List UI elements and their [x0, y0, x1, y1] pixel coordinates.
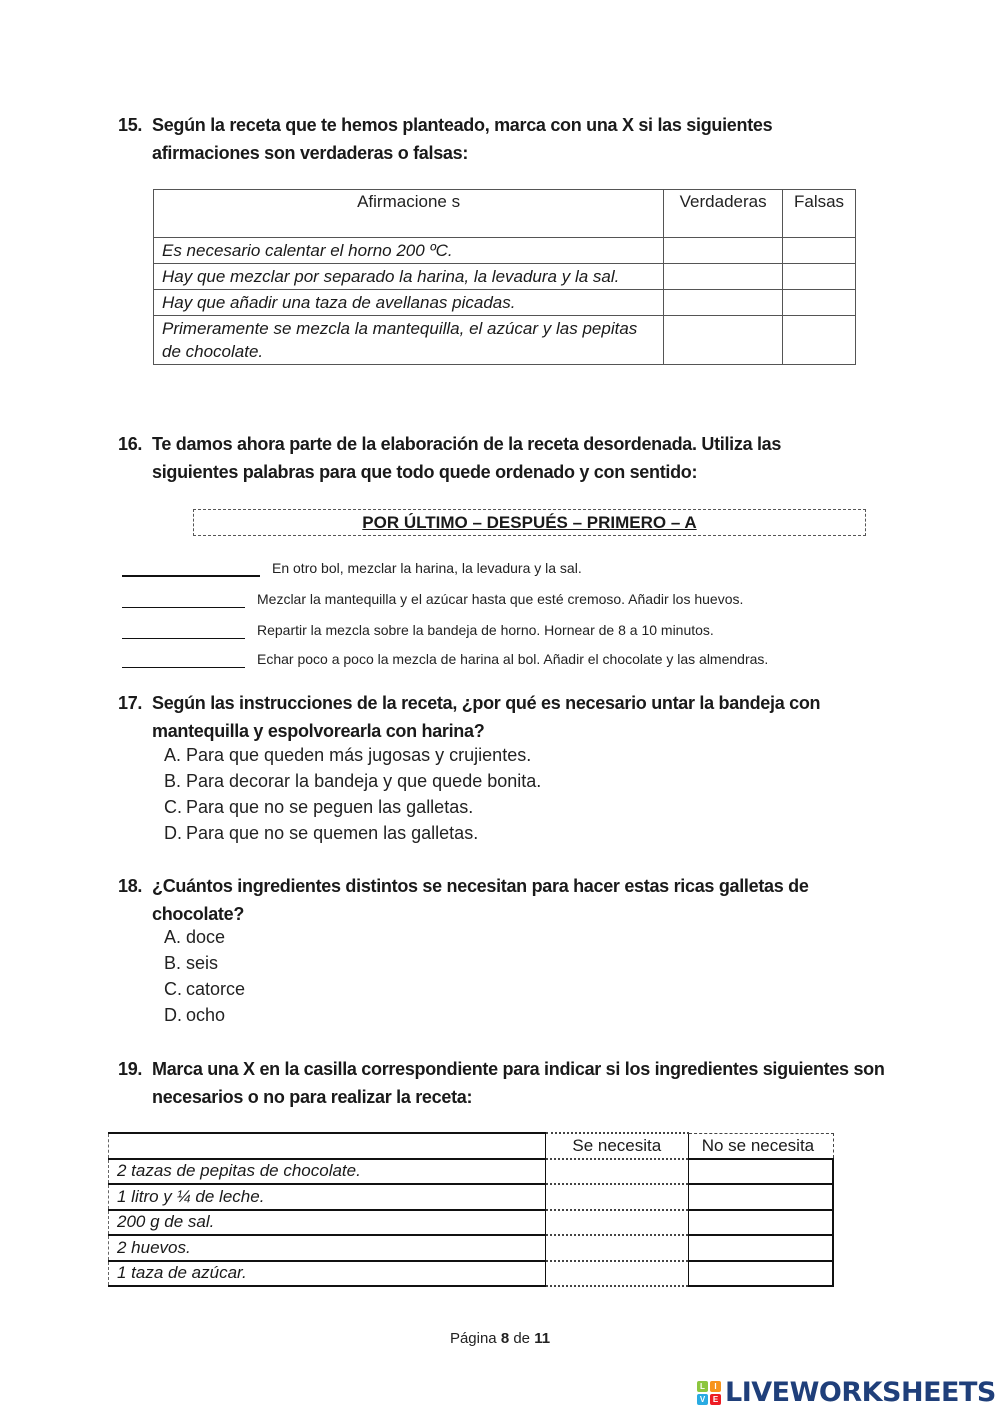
option-text: Para que no se peguen las galletas. — [186, 797, 474, 817]
option-b[interactable] — [164, 950, 245, 976]
question-text: Según la receta que te hemos planteado, marca con una X si las siguientes afirmaciones son verdaderas o falsas: — [152, 115, 773, 163]
page-total: 11 — [534, 1330, 551, 1347]
option-letter: C. — [164, 979, 182, 999]
step-blank-input[interactable] — [122, 561, 260, 577]
header-true: Verdaderas — [664, 190, 783, 238]
statement-cell: Es necesario calentar el horno 200 ºC. — [154, 238, 664, 264]
statement-cell: Primeramente se mezcla la mantequilla, el azúcar y las pepitas de chocolate. — [154, 316, 664, 365]
grid-letter-i: I — [710, 1381, 721, 1392]
question-number: 18. — [118, 876, 143, 896]
table-row — [154, 290, 856, 316]
true-answer-cell[interactable] — [664, 264, 783, 290]
option-b[interactable] — [164, 768, 541, 794]
option-d[interactable] — [164, 1002, 245, 1028]
ingredient-cell: 2 tazas de pepitas de chocolate. — [109, 1159, 546, 1185]
table-row — [154, 238, 856, 264]
page-footer — [0, 1330, 1000, 1347]
order-step — [122, 559, 582, 577]
grid-letter-l: L — [697, 1381, 708, 1392]
question-text: Marca una X en la casilla correspondiente para indicar si los ingredientes siguientes son necesarios o no para realizar la receta: — [152, 1059, 885, 1107]
question-number: 15. — [118, 115, 143, 135]
true-answer-cell[interactable] — [664, 238, 783, 264]
page-current: 8 — [500, 1330, 510, 1347]
option-letter: C. — [164, 797, 182, 817]
option-c[interactable] — [164, 794, 541, 820]
ingredient-cell: 200 g de sal. — [109, 1210, 546, 1236]
option-a[interactable] — [164, 742, 541, 768]
brand-name: LIVEWORKSHEETS — [725, 1377, 996, 1408]
step-text: Echar poco a poco la mezcla de harina al bol. Añadir el chocolate y las almendras. — [257, 651, 769, 667]
ingredient-cell: 2 huevos. — [109, 1235, 546, 1261]
header-needed: Se necesita — [545, 1133, 688, 1159]
question-19 — [118, 1055, 918, 1111]
page-of: de — [513, 1330, 531, 1347]
false-answer-cell[interactable] — [783, 264, 856, 290]
step-text: Repartir la mezcla sobre la bandeja de horno. Hornear de 8 a 10 minutos. — [257, 622, 714, 638]
option-letter: A. — [164, 745, 182, 765]
option-c[interactable] — [164, 976, 245, 1002]
option-text: Para decorar la bandeja y que quede bonita. — [186, 771, 542, 791]
live-grid-icon — [697, 1381, 721, 1405]
option-text: doce — [186, 927, 226, 947]
liveworksheets-logo — [697, 1378, 996, 1408]
table-row — [109, 1184, 834, 1210]
option-text: catorce — [186, 979, 246, 999]
step-blank-input[interactable] — [122, 623, 245, 639]
table-row — [154, 316, 856, 365]
option-letter: A. — [164, 927, 182, 947]
option-d[interactable] — [164, 820, 541, 846]
ingredient-cell: 1 taza de azúcar. — [109, 1261, 546, 1287]
page-label: Página — [449, 1330, 497, 1347]
step-blank-input[interactable] — [122, 652, 245, 668]
option-text: Para que queden más jugosas y crujientes. — [186, 745, 532, 765]
option-a[interactable] — [164, 924, 245, 950]
option-letter: D. — [164, 823, 182, 843]
question-17 — [118, 689, 888, 745]
word-bank: POR ÚLTIMO – DESPUÉS – PRIMERO – A — [193, 509, 866, 536]
table-row — [154, 264, 856, 290]
header-statements: Afirmacione s — [154, 190, 664, 238]
table-row — [109, 1235, 834, 1261]
table-header-row — [154, 190, 856, 238]
option-letter: B. — [164, 953, 182, 973]
table-row — [109, 1261, 834, 1287]
not-needed-answer-cell[interactable] — [688, 1210, 833, 1236]
table-header-row — [109, 1133, 834, 1159]
step-blank-input[interactable] — [122, 592, 245, 608]
step-text: Mezclar la mantequilla y el azúcar hasta que esté cremoso. Añadir los huevos. — [257, 591, 744, 607]
needed-answer-cell[interactable] — [545, 1184, 688, 1210]
grid-letter-v: V — [697, 1394, 708, 1405]
needed-answer-cell[interactable] — [545, 1159, 688, 1185]
table-row — [109, 1210, 834, 1236]
false-answer-cell[interactable] — [783, 290, 856, 316]
header-ingredient — [109, 1133, 546, 1159]
option-letter: B. — [164, 771, 182, 791]
question-number: 16. — [118, 434, 143, 454]
q18-options — [164, 924, 245, 1028]
question-number: 19. — [118, 1059, 143, 1079]
order-step — [122, 590, 743, 608]
false-answer-cell[interactable] — [783, 238, 856, 264]
grid-letter-e: E — [710, 1394, 721, 1405]
false-answer-cell[interactable] — [783, 316, 856, 365]
question-16 — [118, 430, 838, 486]
order-step — [122, 650, 768, 668]
table-row — [109, 1159, 834, 1185]
not-needed-answer-cell[interactable] — [688, 1261, 833, 1287]
question-15 — [118, 111, 838, 167]
step-text: En otro bol, mezclar la harina, la levadura y la sal. — [272, 560, 582, 576]
header-false: Falsas — [783, 190, 856, 238]
option-letter: D. — [164, 1005, 182, 1025]
order-step — [122, 621, 714, 639]
question-text: ¿Cuántos ingredientes distintos se necesitan para hacer estas ricas galletas de chocolate? — [152, 876, 809, 924]
q17-options — [164, 742, 541, 846]
needed-answer-cell[interactable] — [545, 1210, 688, 1236]
not-needed-answer-cell[interactable] — [688, 1159, 833, 1185]
question-number: 17. — [118, 693, 143, 713]
statement-cell: Hay que mezclar por separado la harina, la levadura y la sal. — [154, 264, 664, 290]
ingredients-table — [108, 1132, 834, 1287]
true-answer-cell[interactable] — [664, 290, 783, 316]
ingredient-cell: 1 litro y ¼ de leche. — [109, 1184, 546, 1210]
option-text: ocho — [186, 1005, 226, 1025]
not-needed-answer-cell[interactable] — [688, 1235, 833, 1261]
true-answer-cell[interactable] — [664, 316, 783, 365]
header-not-needed: No se necesita — [688, 1133, 833, 1159]
statement-cell: Hay que añadir una taza de avellanas picadas. — [154, 290, 664, 316]
option-text: Para que no se quemen las galletas. — [186, 823, 479, 843]
true-false-table — [153, 189, 856, 365]
needed-answer-cell[interactable] — [545, 1235, 688, 1261]
question-text: Según las instrucciones de la receta, ¿por qué es necesario untar la bandeja con mantequilla y espolvorearla con harina? — [152, 693, 821, 741]
option-text: seis — [186, 953, 219, 973]
not-needed-answer-cell[interactable] — [688, 1184, 833, 1210]
needed-answer-cell[interactable] — [545, 1261, 688, 1287]
question-18 — [118, 872, 878, 928]
question-text: Te damos ahora parte de la elaboración de la receta desordenada. Utiliza las siguientes palabras para que todo quede ordenado y con sentido: — [152, 434, 782, 482]
